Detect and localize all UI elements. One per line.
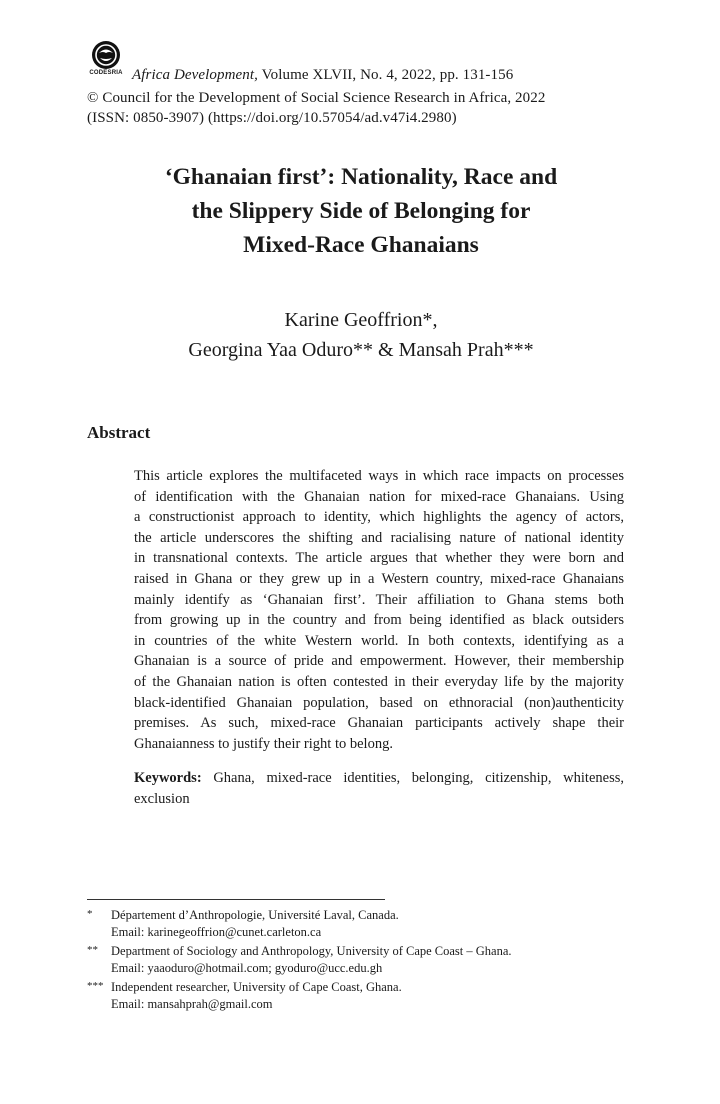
title-line: Mixed-Race Ghanaians [243, 232, 479, 258]
abstract-line: of identification with the Ghanaian nation for mixed-race Ghanaians. Using [134, 488, 624, 505]
codesria-emblem-icon [87, 40, 125, 70]
abstract-line: from growing up in the country and from being identified as black outsiders [134, 612, 624, 629]
article-title [87, 160, 635, 262]
footnote-email: Email: mansahprah@gmail.com [111, 997, 273, 1011]
footnote [87, 942, 512, 977]
abstract-line: in countries of the white Western world. In both contexts, identifying as a [134, 632, 624, 649]
abstract-line: black-identified Ghanaian population, based on ethnoracial (non)authenticity [134, 694, 624, 711]
abstract-line: premises. As such, mixed-race Ghanaian participants actively shape their [134, 715, 624, 732]
footnote-mark: *** [87, 980, 104, 992]
footnote-affiliation: Independent researcher, University of Cape Coast, Ghana. [111, 980, 402, 994]
abstract-body [134, 466, 624, 754]
copyright-line: © Council for the Development of Social Science Research in Africa, 2022 [87, 90, 546, 106]
keywords-line: exclusion [134, 790, 190, 807]
footnote [87, 978, 402, 1013]
footnote-affiliation: Department of Sociology and Anthropology, University of Cape Coast – Ghana. [111, 944, 512, 958]
abstract-heading: Abstract [87, 423, 151, 442]
issn-doi-line: (ISSN: 0850-3907) (https://doi.org/10.57054/ad.v47i4.2980) [87, 110, 457, 126]
keywords-text: Ghana, mixed-race identities, belonging, citizenship, whiteness, [201, 770, 624, 786]
logo-wordmark: CODESRIA [89, 70, 123, 76]
codesria-logo [87, 40, 125, 80]
footnote [87, 906, 399, 941]
keywords-block [134, 768, 624, 809]
journal-name: Africa Development, [132, 67, 259, 83]
author-line: Karine Geoffrion*, [284, 309, 438, 331]
title-line: ‘Ghanaian first’: Nationality, Race and [164, 164, 558, 190]
footnote-mark: ** [87, 944, 98, 956]
abstract-line: a constructionist approach to identity, which highlights the agency of actors, [134, 509, 624, 526]
footnote-divider [87, 899, 385, 900]
author-list [87, 305, 635, 365]
keywords-label: Keywords: [134, 770, 202, 786]
abstract-line: mainly identify as ‘Ghanaian first’. Their affiliation to Ghana stems both [134, 591, 624, 608]
abstract-line: This article explores the multifaceted ways in which race impacts on processes [134, 468, 624, 484]
abstract-line: Ghanaian is a source of pride and empowerment. However, their membership [134, 653, 624, 670]
title-line: the Slippery Side of Belonging for [191, 198, 531, 224]
abstract-line: raised in Ghana or they grew up in a Western country, mixed-race Ghanaians [134, 570, 624, 587]
abstract-line: in transnational contexts. The article argues that whether they were born and [134, 550, 624, 567]
author-line: Georgina Yaa Oduro** & Mansah Prah*** [188, 339, 534, 361]
abstract-line: of the Ghanaian nation is often contested in their everyday life by the majority [134, 673, 624, 690]
footnote-email: Email: yaaoduro@hotmail.com; gyoduro@ucc.edu.gh [111, 961, 383, 975]
keywords-line [134, 768, 624, 789]
footnote-affiliation: Département d’Anthropologie, Université Laval, Canada. [111, 908, 399, 922]
journal-citation [132, 67, 513, 84]
abstract-line: the article underscores the shifting and racialising nature of national identity [134, 529, 624, 546]
footnote-mark: * [87, 908, 93, 920]
journal-volume: Volume XLVII, No. 4, 2022, pp. 131-156 [258, 67, 514, 83]
abstract-line: Ghanaianness to justify their right to belong. [134, 735, 393, 752]
footnote-email: Email: karinegeoffrion@cunet.carleton.ca [111, 925, 322, 939]
